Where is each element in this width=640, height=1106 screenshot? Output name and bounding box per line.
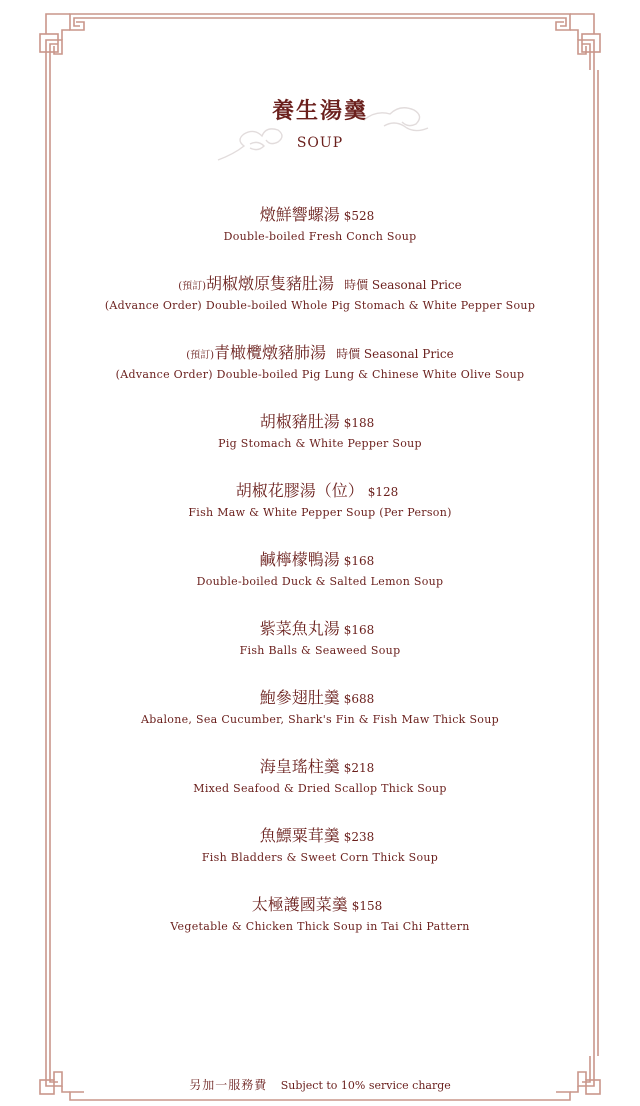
dish-name-en: (Advance Order) Double-boiled Whole Pig Stomach & White Pepper Soup [104,299,536,312]
section-title-en: SOUP [296,135,344,151]
dish-name-en: Mixed Seafood & Dried Scallop Thick Soup [193,782,447,795]
dish-name-en: Vegetable & Chicken Thick Soup in Tai Chi Pattern [170,920,470,933]
service-charge-en: Subject to 10% service charge [280,1079,451,1092]
advance-order-note: (預訂) [178,281,207,292]
menu-item [0,480,640,549]
menu-item-zh-line [0,687,640,712]
dish-name-zh: 紫菜魚丸湯 [259,619,340,638]
dish-price: $238 [343,830,375,844]
menu-item-zh-line [0,411,640,436]
menu-item-zh-line [0,756,640,781]
dish-name-en: Double-boiled Duck & Salted Lemon Soup [196,575,444,588]
dish-name-zh: 胡椒燉原隻豬肚湯 [206,274,335,293]
menu-item [0,273,640,342]
dish-name-zh: 燉鮮響螺湯 [259,205,340,224]
dish-name-en: Abalone, Sea Cucumber, Shark's Fin & Fish Maw Thick Soup [141,713,499,726]
dish-name-zh: 胡椒花膠湯（位） [235,481,364,500]
menu-item-zh-line [0,204,640,229]
menu-item [0,687,640,756]
dish-name-en: (Advance Order) Double-boiled Pig Lung & Chinese White Olive Soup [115,368,525,381]
dish-name-zh: 胡椒豬肚湯 [259,412,340,431]
dish-name-zh: 鹹檸檬鴨湯 [259,550,340,569]
menu-item [0,894,640,963]
menu-item-zh-line [0,480,640,505]
dish-name-zh: 青橄欖燉豬肺湯 [214,343,327,362]
dish-price: $128 [367,485,399,499]
dish-name-en: Fish Balls & Seaweed Soup [239,644,401,657]
menu-item-zh-line [0,894,640,919]
dish-name-zh: 魚鰾粟茸羹 [259,826,340,845]
menu-item-zh-line [0,825,640,850]
dish-price: $218 [343,761,375,775]
dish-name-en: Fish Bladders & Sweet Corn Thick Soup [201,851,439,864]
menu-item-list [0,204,640,963]
menu-item-zh-line [0,273,640,298]
menu-item [0,618,640,687]
section-title-zh: 養生湯羹 [271,98,368,124]
dish-name-zh: 鮑參翅肚羹 [259,688,340,707]
menu-item-zh-line [0,549,640,574]
menu-item-zh-line [0,342,640,367]
menu-item [0,411,640,480]
service-charge-zh: 另加一服務費 [189,1078,268,1092]
dish-price: $528 [343,209,375,223]
seasonal-price: 時價 Seasonal Price [344,278,462,292]
service-charge-note [0,1076,640,1093]
dish-price: $168 [343,623,375,637]
dish-price: $158 [351,899,383,913]
menu-header [0,94,640,151]
dish-name-en: Fish Maw & White Pepper Soup (Per Person) [188,506,452,519]
menu-item [0,825,640,894]
dish-price: $188 [343,416,375,430]
seasonal-price: 時價 Seasonal Price [336,347,454,361]
dish-price: $168 [343,554,375,568]
dish-name-en: Pig Stomach & White Pepper Soup [218,437,422,450]
advance-order-note: (預訂) [186,350,215,361]
dish-name-en: Double-boiled Fresh Conch Soup [223,230,417,243]
menu-item-zh-line [0,618,640,643]
dish-name-zh: 太極護國菜羹 [251,895,348,914]
menu-item [0,549,640,618]
menu-item [0,204,640,273]
menu-item [0,756,640,825]
menu-item [0,342,640,411]
dish-price: $688 [343,692,375,706]
dish-name-zh: 海皇瑤柱羹 [259,757,340,776]
